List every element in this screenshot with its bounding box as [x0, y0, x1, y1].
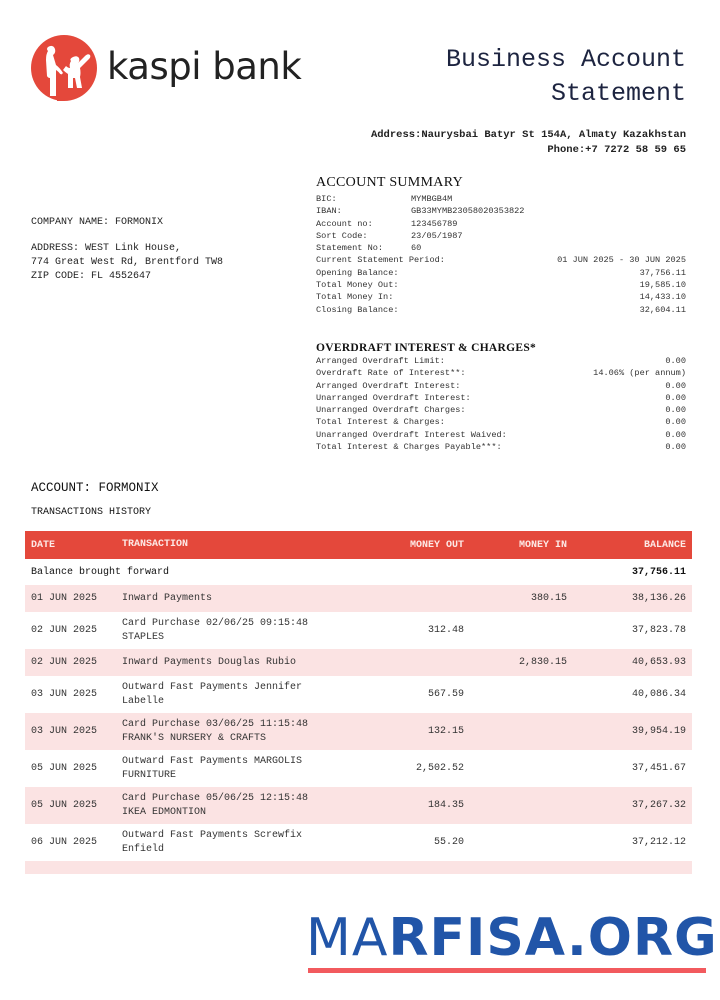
summary-account-no: [316, 218, 686, 230]
label: Closing Balance:: [316, 304, 399, 315]
overdraft-title: OVERDRAFT INTEREST & CHARGES*: [316, 342, 537, 354]
row-balance: 40,086.34: [631, 689, 686, 700]
description-line1: Inward Payments Douglas Rubio: [122, 656, 297, 668]
account-heading: ACCOUNT: FORMONIX: [31, 481, 159, 495]
account-summary-title: ACCOUNT SUMMARY: [316, 175, 463, 190]
overdraft-item: [316, 429, 686, 441]
table-row: [25, 676, 692, 713]
label: Current Statement Period:: [316, 255, 445, 266]
table-row: [25, 713, 692, 750]
row-balance: 37,451.67: [631, 763, 686, 774]
account-summary: [316, 175, 686, 316]
row-money-in: 380.15: [530, 593, 567, 604]
value: 0.00: [665, 392, 686, 403]
label: Statement No:: [316, 243, 384, 254]
value: 0.00: [665, 429, 686, 440]
company-address-line2: 774 Great West Rd, Brentford TW8: [31, 257, 224, 268]
row-money-out: 132.15: [427, 726, 464, 737]
row-date: 03 JUN 2025: [31, 726, 98, 737]
value: 60: [411, 243, 422, 254]
row-balance: 37,823.78: [631, 625, 686, 636]
row-description: [122, 617, 372, 645]
col-money-out: MONEY OUT: [409, 539, 464, 551]
row-balance: 37,212.12: [631, 837, 686, 848]
row-date: 01 JUN 2025: [31, 593, 98, 604]
col-balance: BALANCE: [643, 539, 686, 551]
row-description: [122, 592, 372, 606]
table-row: [25, 750, 692, 787]
description-line1: Outward Fast Payments Jennifer: [122, 681, 303, 693]
bank-logo: [31, 35, 301, 101]
description-line1: Inward Payments: [122, 592, 213, 604]
value: 19,585.10: [639, 280, 686, 291]
table-header: [25, 531, 692, 559]
summary-money-in: [316, 291, 686, 303]
value: 23/05/1987: [411, 230, 463, 241]
summary-opening: [316, 267, 686, 279]
brought-forward-label: Balance brought forward: [31, 566, 170, 578]
overdraft-section: [316, 342, 686, 453]
watermark-part2: RFISA.ORG: [388, 908, 718, 968]
col-date: DATE: [31, 539, 56, 551]
description-line2: Labelle: [122, 695, 165, 707]
row-description: [122, 792, 372, 820]
company-address-line1: ADDRESS: WEST Link House,: [31, 243, 182, 254]
row-balance: 40,653.93: [631, 657, 686, 668]
value: 32,604.11: [639, 304, 686, 315]
row-date: 02 JUN 2025: [31, 625, 98, 636]
row-money-out: 312.48: [427, 625, 464, 636]
value: 123456789: [411, 218, 458, 229]
row-money-out: 2,502.52: [415, 763, 464, 774]
kaspi-logo-icon: [31, 35, 97, 101]
row-date: 03 JUN 2025: [31, 689, 98, 700]
table-row: [25, 824, 692, 861]
label: BIC:: [316, 194, 337, 204]
summary-period: [316, 254, 686, 266]
bank-phone: Phone:+7 7272 58 59 65: [547, 144, 686, 156]
label: Opening Balance:: [316, 267, 399, 278]
description-line2: STAPLES: [122, 631, 165, 643]
description-line2: FURNITURE: [122, 769, 177, 781]
overdraft-item: [316, 441, 686, 453]
summary-iban: [316, 205, 686, 217]
overdraft-item: [316, 355, 686, 367]
label: Account no:: [316, 218, 373, 229]
value: 0.00: [665, 380, 686, 391]
transactions-table: [25, 531, 692, 874]
description-line1: Card Purchase 05/06/25 12:15:48: [122, 792, 309, 804]
overdraft-item: [316, 380, 686, 392]
value: 37,756.11: [639, 267, 686, 278]
transactions-heading: TRANSACTIONS HISTORY: [31, 507, 152, 518]
description-line1: Card Purchase 03/06/25 11:15:48: [122, 718, 309, 730]
brought-forward-balance: 37,756.11: [631, 566, 686, 578]
bank-address: Address:Naurysbai Batyr St 154A, Almaty Kazakhstan: [370, 129, 686, 141]
value: 0.00: [665, 442, 686, 453]
balance-brought-forward-row: [25, 559, 692, 585]
value: GB33MYMB23058020353822: [411, 206, 525, 217]
description-line1: Card Purchase 02/06/25 09:15:48: [122, 617, 309, 629]
overdraft-item: [316, 367, 686, 379]
bank-name: kaspi bank: [107, 44, 302, 88]
row-money-out: 567.59: [427, 689, 464, 700]
summary-statement-no: [316, 242, 686, 254]
row-description: [122, 681, 372, 709]
description-line1: Outward Fast Payments MARGOLIS: [122, 755, 303, 767]
label: Unarranged Overdraft Interest Waived:: [316, 429, 507, 440]
value: MYMBGB4M: [411, 194, 453, 204]
col-money-in: MONEY IN: [518, 539, 567, 551]
label: Total Money Out:: [316, 280, 399, 291]
summary-sort-code: [316, 230, 686, 242]
value: 14.06% (per annum): [593, 368, 686, 379]
watermark-underline: [308, 968, 706, 973]
label: Total Interest & Charges Payable***:: [316, 442, 502, 453]
row-description: [122, 755, 372, 783]
watermark-part1: MA: [306, 908, 389, 968]
row-date: 02 JUN 2025: [31, 657, 98, 668]
company-zip: ZIP CODE: FL 4552647: [31, 271, 152, 282]
row-date: 05 JUN 2025: [31, 763, 98, 774]
row-description: [122, 656, 372, 670]
value: 0.00: [665, 417, 686, 428]
description-line1: Outward Fast Payments Screwfix: [122, 829, 303, 841]
label: Sort Code:: [316, 230, 368, 241]
summary-bic: [316, 193, 686, 205]
row-balance: 39,954.19: [631, 726, 686, 737]
summary-money-out: [316, 279, 686, 291]
table-row: [25, 612, 692, 649]
row-date: 05 JUN 2025: [31, 800, 98, 811]
overdraft-item: [316, 404, 686, 416]
value: 14,433.10: [639, 292, 686, 303]
value: 0.00: [665, 405, 686, 416]
description-line2: Enfield: [122, 843, 165, 855]
table-row-empty: [25, 861, 692, 874]
label: Unarranged Overdraft Interest:: [316, 392, 471, 403]
bank-contact: [371, 128, 686, 158]
row-money-out: 55.20: [433, 837, 464, 848]
label: Unarranged Overdraft Charges:: [316, 405, 466, 416]
row-date: 06 JUN 2025: [31, 837, 98, 848]
row-description: [122, 718, 372, 746]
company-name: COMPANY NAME: FORMONIX: [31, 217, 164, 228]
table-row: [25, 585, 692, 612]
table-row: [25, 649, 692, 676]
description-line2: FRANK'S NURSERY & CRAFTS: [122, 732, 267, 744]
value: 0.00: [665, 356, 686, 366]
label: Arranged Overdraft Limit:: [316, 356, 445, 366]
label: Total Money In:: [316, 292, 394, 303]
label: Overdraft Rate of Interest**:: [316, 368, 466, 379]
watermark: [306, 908, 718, 968]
title-line-2: Statement: [550, 79, 686, 108]
label: Arranged Overdraft Interest:: [316, 380, 461, 391]
label: Total Interest & Charges:: [316, 417, 445, 428]
value: 01 JUN 2025 - 30 JUN 2025: [557, 255, 686, 266]
row-description: [122, 829, 372, 857]
summary-closing: [316, 304, 686, 316]
col-transaction: TRANSACTION: [122, 539, 189, 550]
label: IBAN:: [316, 206, 342, 217]
table-row: [25, 787, 692, 824]
title-line-1: Business Account: [445, 45, 686, 74]
row-balance: 37,267.32: [631, 800, 686, 811]
row-money-out: 184.35: [427, 800, 464, 811]
row-money-in: 2,830.15: [518, 657, 567, 668]
company-info: [31, 216, 223, 284]
description-line2: IKEA EDMONTION: [122, 806, 207, 818]
statement-title: [446, 43, 686, 111]
overdraft-item: [316, 416, 686, 428]
row-balance: 38,136.26: [631, 593, 686, 604]
overdraft-item: [316, 392, 686, 404]
